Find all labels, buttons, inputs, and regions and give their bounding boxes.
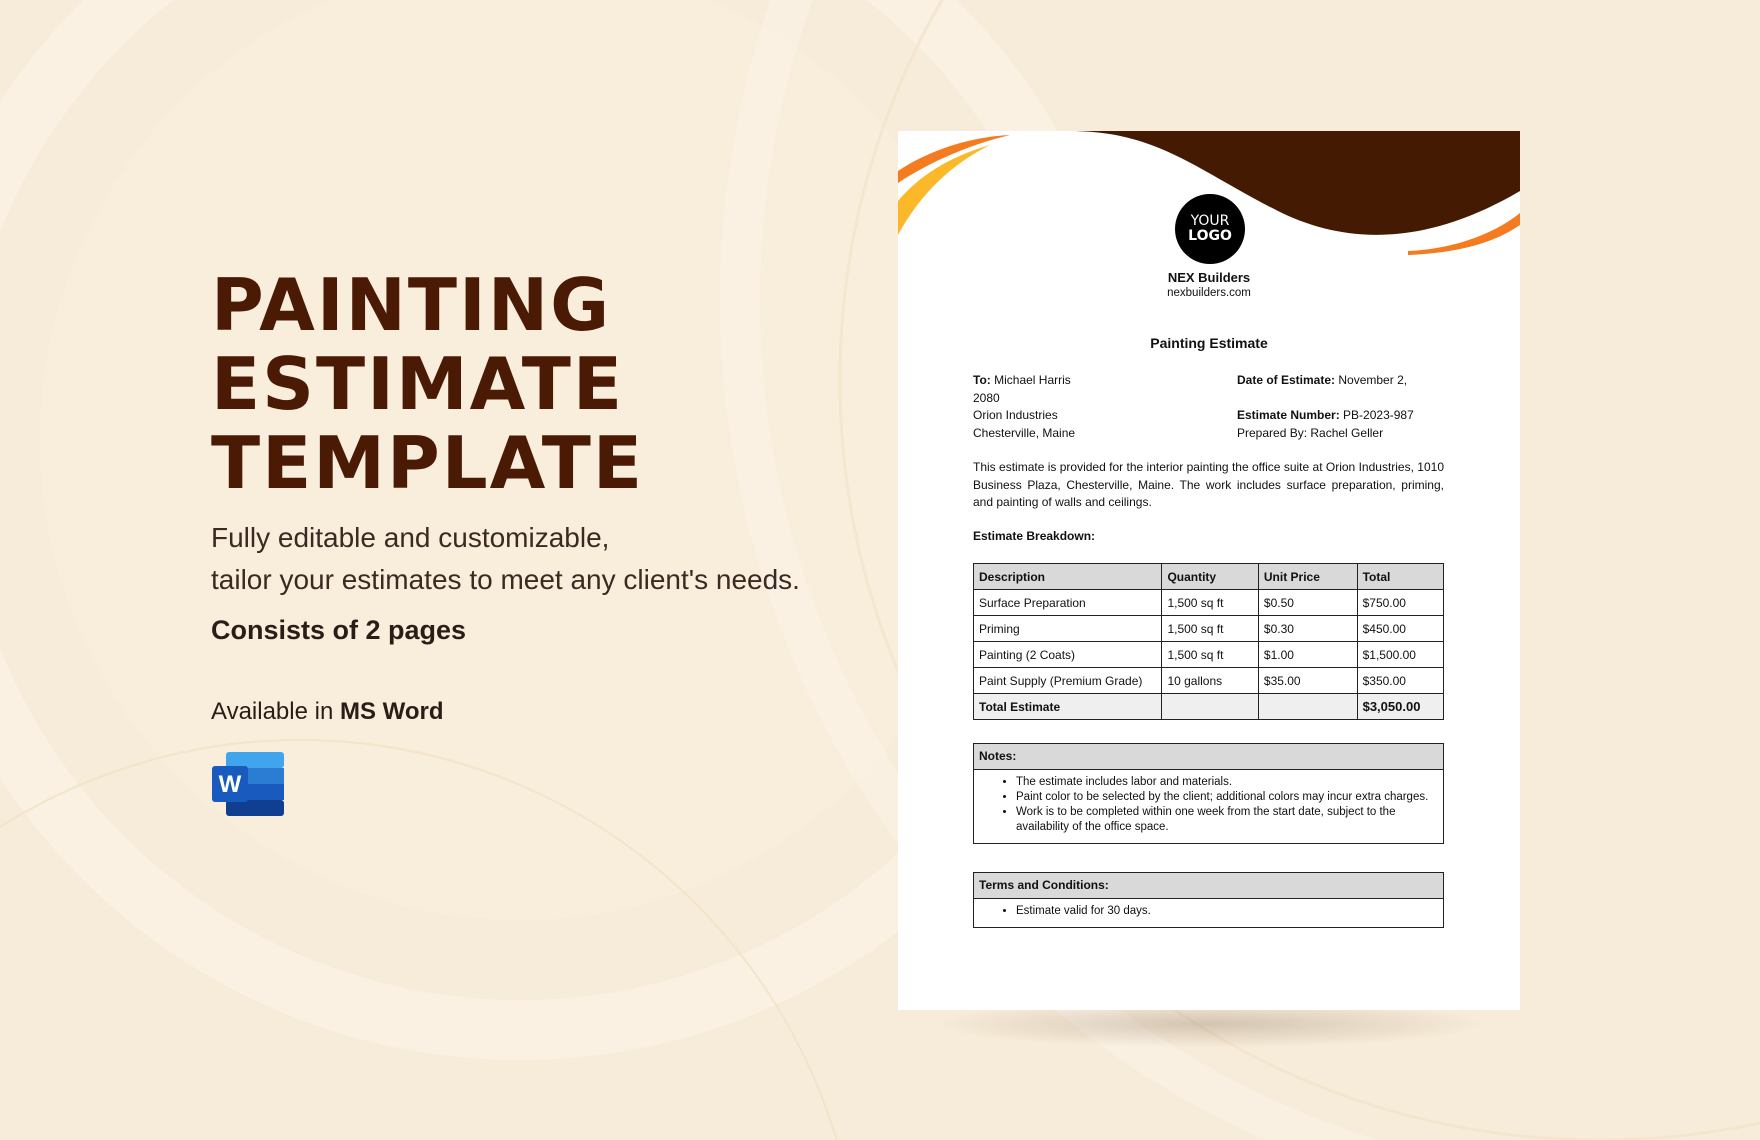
note-item: • The estimate includes labor and materials. xyxy=(1016,775,1443,790)
table-cell: 1,500 sq ft xyxy=(1162,642,1258,668)
table-cell: $35.00 xyxy=(1258,668,1357,694)
promo-title-line: ESTIMATE xyxy=(211,342,625,426)
promo-subtitle xyxy=(211,517,851,601)
breakdown-label: Estimate Breakdown: xyxy=(973,529,1096,543)
table-cell: Paint Supply (Premium Grade) xyxy=(974,668,1162,694)
table-row xyxy=(974,642,1444,668)
date-value: November 2, xyxy=(1338,373,1408,387)
total-value: $3,050.00 xyxy=(1357,694,1443,720)
term-item: • Estimate valid for 30 days. xyxy=(1016,904,1443,919)
table-header-cell: Total xyxy=(1357,564,1443,590)
recipient-block xyxy=(973,372,1075,442)
table-cell: 1,500 sq ft xyxy=(1162,616,1258,642)
document-page xyxy=(898,131,1520,1010)
logo-text: YOUR xyxy=(1190,213,1230,229)
table-cell: $1.00 xyxy=(1258,642,1357,668)
svg-text:W: W xyxy=(218,771,242,798)
table-header-cell: Unit Price xyxy=(1258,564,1357,590)
total-label: Total Estimate xyxy=(974,694,1162,720)
notes-heading: Notes: xyxy=(974,744,1443,770)
logo-text: LOGO xyxy=(1188,228,1232,244)
estimate-info-block xyxy=(1237,372,1414,442)
recipient-name: Michael Harris xyxy=(994,373,1071,387)
table-cell-empty xyxy=(1258,694,1357,720)
recipient-line: 2080 xyxy=(973,390,1000,405)
table-cell: Painting (2 Coats) xyxy=(974,642,1162,668)
table-cell: $0.30 xyxy=(1258,616,1357,642)
promo-title-line: PAINTING xyxy=(211,263,612,347)
table-total-row xyxy=(974,694,1444,720)
estimate-table xyxy=(973,563,1444,720)
company-website: nexbuilders.com xyxy=(1167,287,1251,299)
table-header-row xyxy=(974,564,1444,590)
terms-heading: Terms and Conditions: xyxy=(974,873,1443,899)
table-row xyxy=(974,668,1444,694)
table-cell: $0.50 xyxy=(1258,590,1357,616)
notes-list xyxy=(974,775,1443,835)
promo-section xyxy=(211,263,851,725)
recipient-line: Orion Industries xyxy=(973,408,1058,422)
table-row xyxy=(974,590,1444,616)
table-row xyxy=(974,616,1444,642)
availability-app: MS Word xyxy=(339,698,444,725)
promo-subtitle-line: tailor your estimates to meet any client's needs. xyxy=(211,564,800,595)
page-count: Consists of 2 pages xyxy=(211,615,467,645)
table-cell: $750.00 xyxy=(1357,590,1443,616)
table-cell: 1,500 sq ft xyxy=(1162,590,1258,616)
recipient-line: Chesterville, Maine xyxy=(973,425,1076,440)
table-cell: Priming xyxy=(974,616,1162,642)
note-item: • Work is to be completed within one week from the start date, subject to the availability of the office space. xyxy=(1016,805,1443,835)
company-logo xyxy=(1175,194,1245,264)
company-name: NEX Builders xyxy=(1167,270,1251,285)
table-cell: 10 gallons xyxy=(1162,668,1258,694)
availability xyxy=(211,698,444,726)
table-cell: Surface Preparation xyxy=(974,590,1162,616)
table-cell: $350.00 xyxy=(1357,668,1443,694)
table-cell: $450.00 xyxy=(1357,616,1443,642)
promo-title xyxy=(211,263,851,505)
document-title: Painting Estimate xyxy=(1150,335,1268,351)
table-cell: $1,500.00 xyxy=(1357,642,1443,668)
to-label: To: xyxy=(973,373,991,387)
ms-word-icon xyxy=(212,752,284,816)
availability-prefix: Available in xyxy=(211,698,334,725)
promo-title-line: TEMPLATE xyxy=(211,421,645,505)
terms-box xyxy=(973,872,1444,928)
intro-paragraph: This estimate is provided for the interior painting the office suite at Orion Industries, 1010 Business Plaza, Chesterville, Maine. The work includes surface preparation, priming, and painting of walls and ceilings. xyxy=(973,460,1444,509)
estimate-number-value: PB-2023-987 xyxy=(1343,408,1414,422)
terms-list xyxy=(974,904,1443,919)
promo-subtitle-line: Fully editable and customizable, xyxy=(211,522,610,553)
date-label: Date of Estimate: xyxy=(1237,373,1336,387)
table-header-cell: Description xyxy=(974,564,1162,590)
note-item: • Paint color to be selected by the client; additional colors may incur extra charges. xyxy=(1016,790,1443,805)
estimate-number-label: Estimate Number: xyxy=(1237,408,1340,422)
table-header-cell: Quantity xyxy=(1162,564,1258,590)
table-cell-empty xyxy=(1162,694,1258,720)
notes-box xyxy=(973,743,1444,844)
prepared-by: Prepared By: Rachel Geller xyxy=(1237,425,1384,440)
